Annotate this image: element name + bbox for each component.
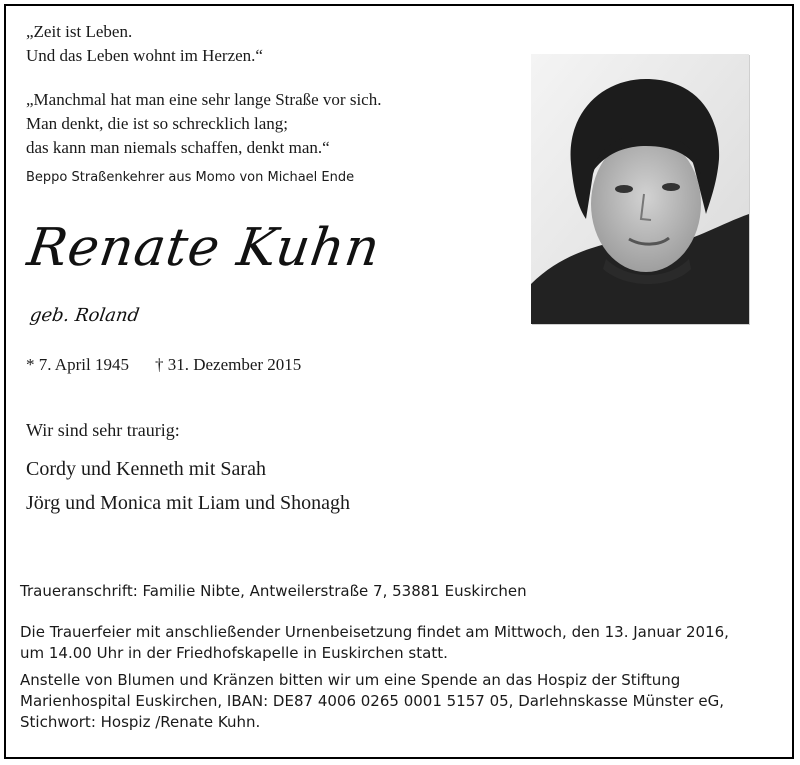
mourning-intro: Wir sind sehr traurig:	[26, 420, 180, 440]
birth-date: * 7. April 1945	[26, 355, 129, 374]
deceased-name: Renate Kuhn	[23, 218, 385, 278]
ceremony-line: Die Trauerfeier mit anschließender Urnenbeisetzung findet am Mittwoch, den 13. Januar 2016,	[20, 623, 729, 641]
donation-line: Stichwort: Hospiz /Renate Kuhn.	[20, 713, 261, 731]
quote-line: „Manchmal hat man eine sehr lange Straße vor sich.	[26, 90, 382, 109]
quote-line: Man denkt, die ist so schrecklich lang;	[26, 114, 289, 133]
donation-line: Anstelle von Blumen und Kränzen bitten wir um eine Spende an das Hospiz der Stiftung	[20, 671, 681, 689]
family-member-line: Jörg und Monica mit Liam und Shonagh	[26, 492, 351, 514]
quote-line: „Zeit ist Leben.	[26, 22, 133, 41]
ceremony-line: um 14.00 Uhr in der Friedhofskapelle in Euskirchen statt.	[20, 644, 448, 662]
quote-line: Und das Leben wohnt im Herzen.“	[26, 46, 263, 65]
quote-zeit-ist-leben	[26, 20, 263, 68]
quote-lange-strasse	[26, 88, 381, 160]
ceremony-info	[20, 622, 790, 664]
mourning-address: Traueranschrift: Familie Nibte, Antweilerstraße 7, 53881 Euskirchen	[20, 582, 527, 600]
donation-line: Marienhospital Euskirchen, IBAN: DE87 4006 0265 0001 5157 05, Darlehnskasse Münster eG,	[20, 692, 725, 710]
death-date: † 31. Dezember 2015	[154, 355, 302, 374]
quote-attribution: Beppo Straßenkehrer aus Momo von Michael Ende	[26, 170, 355, 185]
family-member-line: Cordy und Kenneth mit Sarah	[26, 458, 266, 480]
portrait-photo	[531, 54, 749, 324]
quote-line: das kann man niemals schaffen, denkt man.“	[26, 138, 330, 157]
donation-info	[20, 670, 790, 733]
portrait-image	[531, 54, 749, 324]
maiden-name: geb. Roland	[28, 305, 141, 326]
life-dates	[26, 355, 301, 375]
